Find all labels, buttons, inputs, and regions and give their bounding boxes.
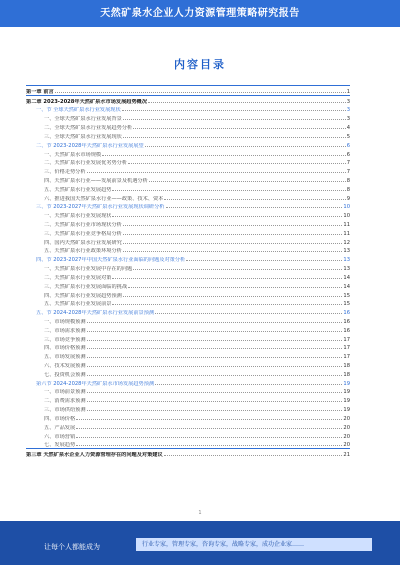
toc-entry-page: 20 [343, 442, 350, 449]
toc-entry-page: 8 [346, 177, 350, 184]
toc-entry-label: 第二章 2023-2028年天然矿泉水市场发展趋势概况 [26, 98, 148, 105]
toc-entry-label: 五、节 2024-2028年天然矿泉水行业发展前景预测 [36, 310, 155, 317]
toc-entry[interactable] [26, 158, 350, 167]
toc-entry-page: 19 [343, 389, 350, 396]
toc-leader-dots [87, 172, 346, 173]
toc-entry[interactable] [26, 85, 350, 95]
toc-entry[interactable] [26, 166, 350, 175]
toc-entry-page: 16 [343, 318, 350, 325]
toc-entry[interactable] [26, 140, 350, 149]
toc-entry-page: 10 [343, 204, 350, 211]
toc-entry-page: 17 [343, 336, 350, 343]
toc-leader-dots [149, 181, 346, 182]
toc-entry-label: 第一章 前言 [26, 88, 54, 95]
toc-entry[interactable] [26, 387, 350, 396]
toc-entry[interactable] [26, 369, 350, 378]
toc-entry[interactable] [26, 184, 350, 193]
toc-entry[interactable] [26, 307, 350, 316]
toc-entry[interactable] [26, 228, 350, 237]
toc-entry-label: 七、发展趋势 [44, 442, 76, 449]
toc-entry-page: 6 [346, 151, 350, 158]
toc-entry-page: 11 [343, 230, 350, 237]
toc-leader-dots [164, 455, 343, 456]
toc-entry-label: 四、天然矿泉水行业发展趋势预测 [44, 292, 122, 299]
toc-entry[interactable] [26, 413, 350, 422]
toc-leader-dots [87, 322, 343, 323]
toc-leader-dots [133, 128, 345, 129]
toc-leader-dots [87, 366, 343, 367]
toc-leader-dots [112, 278, 342, 279]
toc-leader-dots [123, 251, 343, 252]
toc-entry[interactable] [26, 281, 350, 290]
toc-entry-label: 一、全球天然矿泉水行业发展背景 [44, 116, 122, 123]
toc-entry-label: 第六节 2024-2028年天然矿泉水市场发展趋势预测 [36, 380, 155, 387]
toc-entry[interactable] [26, 440, 350, 449]
toc-entry-label: 六、推进我国天然矿泉水行业——政策、技术、资本 [44, 195, 164, 202]
toc-entry[interactable] [26, 193, 350, 202]
toc-entry[interactable] [26, 290, 350, 299]
toc-entry-label: 四、国内天然矿泉水行业发展研究 [44, 239, 122, 246]
toc-entry-page: 16 [343, 310, 350, 317]
toc-leader-dots [128, 163, 346, 164]
toc-leader-dots [155, 384, 342, 385]
toc-entry-page: 14 [343, 283, 350, 290]
toc-entry[interactable] [26, 316, 350, 325]
toc-entry[interactable] [26, 351, 350, 360]
toc-leader-dots [166, 207, 343, 208]
toc-entry-label: 四、市场价格预测 [44, 345, 86, 352]
toc-leader-dots [123, 225, 343, 226]
toc-entry-label: 五、天然矿泉水行业发展趋势 [44, 186, 112, 193]
toc-entry-label: 一、天然矿泉水市场规模 [44, 151, 102, 158]
toc-entry-label: 五、产品发展 [44, 424, 76, 431]
toc-entry-page: 5 [346, 133, 350, 140]
toc-entry[interactable] [26, 149, 350, 158]
toc-entry-page: 20 [343, 415, 350, 422]
toc-leader-dots [123, 243, 343, 244]
toc-entry[interactable] [26, 246, 350, 255]
toc-entry-page: 14 [343, 274, 350, 281]
toc-leader-dots [87, 331, 343, 332]
toc-leader-dots [148, 102, 346, 103]
toc-leader-dots [55, 92, 346, 93]
footer-tagline: 行业专家，管理专家，咨询专家，战略专家，成功企业家…… [142, 541, 305, 548]
table-of-contents [26, 85, 350, 458]
toc-leader-dots [155, 313, 342, 314]
toc-entry-label: 五、市场发展预测 [44, 354, 86, 361]
toc-entry-label: 三、天然矿泉水行业发展面临的挑战 [44, 283, 128, 290]
toc-leader-dots [123, 234, 343, 235]
toc-leader-dots [87, 340, 343, 341]
toc-leader-dots [76, 437, 342, 438]
toc-entry-label: 三、价格走势分析 [44, 169, 86, 176]
toc-entry-page: 13 [343, 248, 350, 255]
toc-entry-label: 四、节 2023-2027年中国天然矿泉水行业面临的问题及对策分析 [36, 257, 186, 264]
toc-entry-label: 二、全球天然矿泉水行业发展趋势分析 [44, 125, 133, 132]
toc-entry-page: 19 [343, 380, 350, 387]
toc-entry-page: 9 [346, 195, 350, 202]
toc-entry-page: 15 [343, 301, 350, 308]
toc-entry[interactable] [26, 422, 350, 431]
toc-leader-dots [112, 190, 345, 191]
toc-entry[interactable] [26, 105, 350, 114]
footer-tagline-box [136, 538, 372, 551]
toc-entry-label: 二、天然矿泉水行业发展对策 [44, 274, 112, 281]
toc-entry[interactable] [26, 131, 350, 140]
toc-entry-page: 18 [343, 363, 350, 369]
toc-entry-page: 17 [343, 345, 350, 352]
toc-leader-dots [186, 260, 342, 261]
toc-entry[interactable] [26, 395, 350, 404]
toc-entry-label: 三、全球天然矿泉水行业发展现状 [44, 133, 122, 140]
toc-leader-dots [87, 392, 343, 393]
toc-entry-label: 一、天然矿泉水行业发展现状 [44, 213, 112, 220]
toc-leader-dots [122, 110, 346, 111]
toc-leader-dots [128, 287, 342, 288]
toc-entry[interactable] [26, 378, 350, 387]
toc-leader-dots [112, 216, 342, 217]
toc-entry[interactable] [26, 272, 350, 281]
toc-entry-label: 一、市场前景预测 [44, 389, 86, 396]
toc-leader-dots [76, 445, 342, 446]
toc-entry-page: 3 [346, 107, 350, 114]
toc-leader-dots [87, 375, 343, 376]
toc-entry[interactable] [26, 299, 350, 308]
toc-entry[interactable] [26, 219, 350, 228]
toc-entry-page: 3 [346, 98, 350, 105]
toc-leader-dots [123, 119, 346, 120]
toc-leader-dots [123, 137, 346, 138]
toc-entry[interactable] [26, 202, 350, 211]
toc-entry[interactable] [26, 113, 350, 122]
toc-title: 内容目录 [174, 58, 226, 71]
toc-leader-dots [76, 428, 342, 429]
toc-leader-dots [76, 419, 342, 420]
toc-entry-page: 13 [343, 257, 350, 264]
toc-entry[interactable] [26, 334, 350, 343]
toc-entry[interactable] [26, 263, 350, 272]
toc-entry[interactable] [26, 254, 350, 263]
report-header [0, 0, 400, 27]
toc-entry-page: 19 [343, 407, 350, 414]
toc-entry[interactable] [26, 343, 350, 352]
toc-entry-label: 三、天然矿泉水行业竞争格局分析 [44, 230, 122, 237]
toc-entry-label: 五、天然矿泉水行业政策环境分析 [44, 248, 122, 255]
toc-entry-page: 6 [346, 142, 350, 149]
toc-entry[interactable] [26, 448, 350, 458]
toc-entry[interactable] [26, 237, 350, 246]
toc-entry[interactable] [26, 431, 350, 440]
toc-entry-page: 17 [343, 354, 350, 361]
toc-leader-dots [87, 357, 343, 358]
footer-slogan: 让每个人都能成为 [44, 543, 100, 551]
page-number: 1 [198, 510, 202, 516]
toc-entry[interactable] [26, 360, 350, 369]
toc-entry-label: 二、市场需求预测 [44, 327, 86, 334]
toc-entry-page: 18 [343, 371, 350, 378]
toc-leader-dots [87, 410, 343, 411]
toc-entry-page: 15 [343, 292, 350, 299]
toc-entry-page: 4 [346, 125, 350, 132]
toc-entry-label: 一、市场规模预测 [44, 318, 86, 325]
toc-entry-page: 21 [343, 452, 350, 459]
toc-entry-page: 20 [343, 424, 350, 431]
toc-entry-page: 7 [346, 160, 350, 167]
toc-entry-label: 三、节 2023-2027年天然矿泉水行业发展现状调研分析 [36, 204, 165, 211]
toc-entry-label: 六、市场营销 [44, 433, 76, 440]
toc-entry-page: 8 [346, 186, 350, 193]
toc-entry-page: 10 [343, 213, 350, 220]
toc-entry-label: 第三章 天然矿泉水企业人力资源管理存在的问题及对策建议 [26, 452, 163, 459]
toc-entry-label: 四、市场价格 [44, 415, 76, 422]
toc-entry-page: 3 [346, 116, 350, 123]
toc-entry-page: 7 [346, 169, 350, 176]
toc-entry-label: 五、天然矿泉水行业发展前景 [44, 301, 112, 308]
toc-leader-dots [123, 296, 343, 297]
toc-entry-label: 七、投资机会预测 [44, 371, 86, 378]
toc-entry-label: 二、节 2023-2028年天然矿泉水行业发展展望 [36, 142, 144, 149]
toc-entry-label: 三、市场供给预测 [44, 407, 86, 414]
toc-leader-dots [133, 269, 342, 270]
toc-entry[interactable] [26, 175, 350, 184]
toc-leader-dots [164, 199, 345, 200]
toc-leader-dots [87, 401, 343, 402]
toc-entry-label: 一、节 全球天然矿泉水行业发展现状 [36, 107, 121, 114]
toc-entry-page: 12 [343, 239, 350, 246]
toc-entry-page: 19 [343, 398, 350, 405]
toc-entry-label: 一、天然矿泉水行业发展中存在的问题 [44, 266, 133, 273]
toc-entry[interactable] [26, 122, 350, 131]
report-title: 天然矿泉水企业人力资源管理策略研究报告 [100, 8, 300, 19]
toc-entry-page: 11 [343, 222, 350, 228]
toc-leader-dots [145, 146, 346, 147]
toc-entry-page: 16 [343, 327, 350, 334]
toc-leader-dots [112, 304, 342, 305]
toc-entry[interactable] [26, 210, 350, 219]
toc-entry-label: 六、技术发展预测 [44, 363, 86, 369]
toc-leader-dots [87, 348, 343, 349]
toc-entry[interactable] [26, 404, 350, 413]
toc-entry[interactable] [26, 95, 350, 105]
toc-entry-page: 1 [346, 88, 350, 95]
toc-entry[interactable] [26, 325, 350, 334]
toc-entry-label: 二、天然矿泉水行业市场现状分析 [44, 222, 122, 228]
toc-entry-label: 三、市场竞争预测 [44, 336, 86, 343]
footer-banner [0, 521, 400, 565]
toc-entry-label: 二、消费需求预测 [44, 398, 86, 405]
toc-entry-label: 四、天然矿泉水行业——发展前景及机遇分析 [44, 177, 148, 184]
toc-entry-label: 二、天然矿泉水行业发展优劣势分析 [44, 160, 128, 167]
toc-entry-page: 13 [343, 266, 350, 273]
toc-entry-page: 20 [343, 433, 350, 440]
toc-leader-dots [102, 155, 346, 156]
